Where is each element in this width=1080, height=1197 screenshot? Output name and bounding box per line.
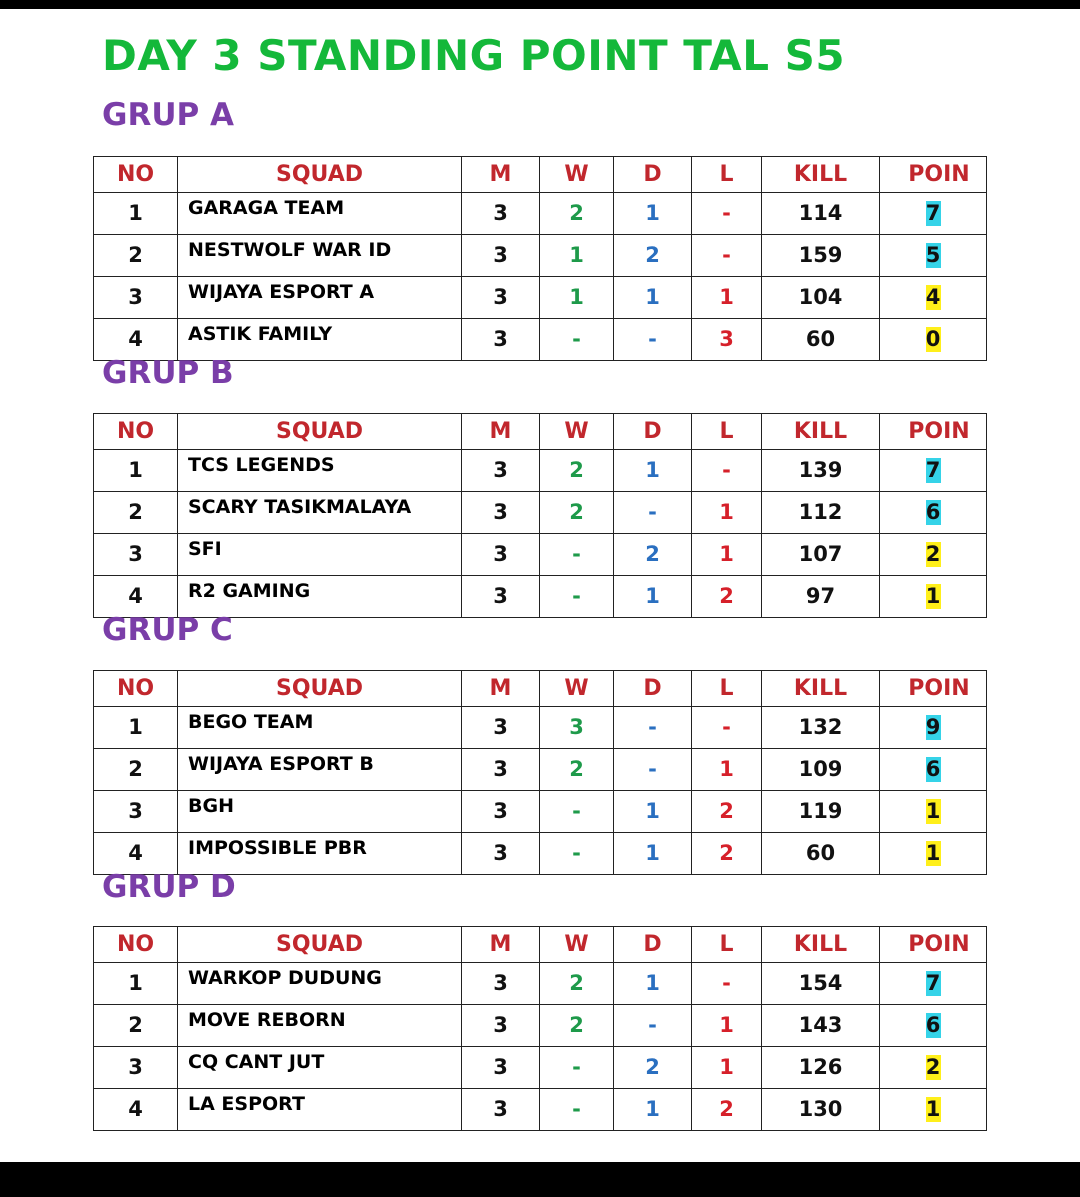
w-cell: - [540,833,614,875]
l-cell: 2 [692,791,762,833]
kill-cell: 114 [762,193,880,235]
table-header-row [94,671,987,707]
header-d: D [614,671,692,707]
w-cell: 1 [540,277,614,319]
header-kill: KILL [762,927,880,963]
m-cell: 3 [462,277,540,319]
table-row [94,492,987,534]
kill-cell: 139 [762,450,880,492]
poin-value: 0 [925,327,941,351]
l-cell: 1 [692,749,762,791]
kill-cell: 60 [762,319,880,361]
header-m: M [462,671,540,707]
squad-cell: NESTWOLF WAR ID [178,235,462,277]
poin-cell [880,1005,987,1047]
d-cell: - [614,1005,692,1047]
squad-cell: CQ CANT JUT [178,1047,462,1089]
poin-value: 2 [925,542,941,566]
no-cell: 2 [94,235,178,277]
kill-cell: 109 [762,749,880,791]
standings-table [93,926,987,1131]
table-row [94,963,987,1005]
kill-cell: 159 [762,235,880,277]
table-header-row [94,927,987,963]
kill-cell: 107 [762,534,880,576]
no-cell: 4 [94,319,178,361]
l-cell: - [692,707,762,749]
m-cell: 3 [462,749,540,791]
header-l: L [692,414,762,450]
poin-value: 6 [925,1013,941,1037]
squad-cell: SFI [178,534,462,576]
poin-value: 9 [925,715,941,739]
table-row [94,193,987,235]
m-cell: 3 [462,707,540,749]
header-no: NO [94,927,178,963]
kill-cell: 60 [762,833,880,875]
table-row [94,450,987,492]
poin-cell [880,707,987,749]
l-cell: 1 [692,1047,762,1089]
kill-cell: 154 [762,963,880,1005]
kill-cell: 143 [762,1005,880,1047]
d-cell: 1 [614,1089,692,1131]
group-label: GRUP B [102,355,234,391]
no-cell: 4 [94,1089,178,1131]
poin-value: 1 [925,584,941,608]
page-title: DAY 3 STANDING POINT TAL S5 [102,31,846,80]
d-cell: 1 [614,791,692,833]
table-row [94,749,987,791]
l-cell: - [692,193,762,235]
group-label: GRUP D [102,869,236,905]
poin-value: 7 [925,201,941,225]
table-row [94,277,987,319]
no-cell: 1 [94,707,178,749]
d-cell: - [614,319,692,361]
poin-value: 7 [925,458,941,482]
kill-cell: 112 [762,492,880,534]
poin-cell [880,492,987,534]
squad-cell: WIJAYA ESPORT A [178,277,462,319]
d-cell: - [614,749,692,791]
header-kill: KILL [762,157,880,193]
m-cell: 3 [462,791,540,833]
no-cell: 2 [94,749,178,791]
l-cell: 2 [692,1089,762,1131]
header-squad: SQUAD [178,927,462,963]
w-cell: 2 [540,193,614,235]
table-row [94,235,987,277]
m-cell: 3 [462,963,540,1005]
header-w: W [540,671,614,707]
kill-cell: 97 [762,576,880,618]
no-cell: 3 [94,791,178,833]
poin-cell [880,749,987,791]
group-label: GRUP C [102,612,233,648]
table-row [94,1089,987,1131]
group-label: GRUP A [102,97,234,133]
poin-value: 4 [925,285,941,309]
poin-cell [880,791,987,833]
m-cell: 3 [462,319,540,361]
w-cell: - [540,319,614,361]
w-cell: 3 [540,707,614,749]
poin-cell [880,193,987,235]
squad-cell: BEGO TEAM [178,707,462,749]
table-header-row [94,157,987,193]
poin-cell [880,450,987,492]
m-cell: 3 [462,193,540,235]
poin-value: 2 [925,1055,941,1079]
kill-cell: 132 [762,707,880,749]
squad-cell: LA ESPORT [178,1089,462,1131]
l-cell: 1 [692,534,762,576]
w-cell: - [540,1089,614,1131]
poin-cell [880,277,987,319]
poin-cell [880,319,987,361]
w-cell: - [540,1047,614,1089]
no-cell: 1 [94,450,178,492]
l-cell: - [692,235,762,277]
header-w: W [540,414,614,450]
poin-cell [880,833,987,875]
l-cell: 3 [692,319,762,361]
header-m: M [462,414,540,450]
poin-cell [880,235,987,277]
squad-cell: ASTIK FAMILY [178,319,462,361]
header-l: L [692,157,762,193]
w-cell: - [540,791,614,833]
l-cell: 1 [692,492,762,534]
header-poin: POIN [880,414,987,450]
poin-cell [880,534,987,576]
poin-cell [880,1089,987,1131]
w-cell: - [540,534,614,576]
m-cell: 3 [462,833,540,875]
m-cell: 3 [462,450,540,492]
d-cell: 1 [614,833,692,875]
m-cell: 3 [462,534,540,576]
squad-cell: MOVE REBORN [178,1005,462,1047]
l-cell: - [692,450,762,492]
squad-cell: GARAGA TEAM [178,193,462,235]
squad-cell: R2 GAMING [178,576,462,618]
m-cell: 3 [462,492,540,534]
poin-value: 6 [925,757,941,781]
poin-value: 1 [925,799,941,823]
header-squad: SQUAD [178,671,462,707]
w-cell: - [540,576,614,618]
d-cell: 1 [614,277,692,319]
table-row [94,791,987,833]
d-cell: 1 [614,576,692,618]
l-cell: 1 [692,277,762,319]
poin-value: 1 [925,1097,941,1121]
header-no: NO [94,414,178,450]
d-cell: 1 [614,193,692,235]
header-d: D [614,157,692,193]
poin-cell [880,1047,987,1089]
header-d: D [614,927,692,963]
w-cell: 2 [540,1005,614,1047]
header-kill: KILL [762,414,880,450]
d-cell: 2 [614,534,692,576]
no-cell: 3 [94,1047,178,1089]
poin-value: 7 [925,971,941,995]
no-cell: 3 [94,277,178,319]
d-cell: - [614,492,692,534]
poin-value: 5 [925,243,941,267]
table-header-row [94,414,987,450]
no-cell: 1 [94,963,178,1005]
header-squad: SQUAD [178,157,462,193]
header-w: W [540,927,614,963]
m-cell: 3 [462,576,540,618]
header-kill: KILL [762,671,880,707]
no-cell: 1 [94,193,178,235]
header-m: M [462,157,540,193]
poin-cell [880,963,987,1005]
w-cell: 2 [540,749,614,791]
m-cell: 3 [462,235,540,277]
header-no: NO [94,157,178,193]
poin-value: 6 [925,500,941,524]
header-w: W [540,157,614,193]
no-cell: 4 [94,833,178,875]
header-l: L [692,927,762,963]
squad-cell: TCS LEGENDS [178,450,462,492]
d-cell: 2 [614,1047,692,1089]
squad-cell: WIJAYA ESPORT B [178,749,462,791]
table-row [94,1005,987,1047]
header-no: NO [94,671,178,707]
squad-cell: BGH [178,791,462,833]
l-cell: 1 [692,1005,762,1047]
squad-cell: WARKOP DUDUNG [178,963,462,1005]
header-poin: POIN [880,671,987,707]
d-cell: 1 [614,450,692,492]
w-cell: 1 [540,235,614,277]
no-cell: 2 [94,492,178,534]
kill-cell: 104 [762,277,880,319]
table-row [94,534,987,576]
m-cell: 3 [462,1047,540,1089]
table-row [94,1047,987,1089]
kill-cell: 126 [762,1047,880,1089]
standings-table [93,670,987,875]
d-cell: 2 [614,235,692,277]
w-cell: 2 [540,963,614,1005]
d-cell: - [614,707,692,749]
no-cell: 3 [94,534,178,576]
squad-cell: SCARY TASIKMALAYA [178,492,462,534]
header-l: L [692,671,762,707]
l-cell: - [692,963,762,1005]
standings-table [93,413,987,618]
l-cell: 2 [692,576,762,618]
w-cell: 2 [540,492,614,534]
header-d: D [614,414,692,450]
kill-cell: 119 [762,791,880,833]
m-cell: 3 [462,1005,540,1047]
table-row [94,707,987,749]
standings-table [93,156,987,361]
header-poin: POIN [880,157,987,193]
d-cell: 1 [614,963,692,1005]
poin-value: 1 [925,841,941,865]
squad-cell: IMPOSSIBLE PBR [178,833,462,875]
header-m: M [462,927,540,963]
header-poin: POIN [880,927,987,963]
no-cell: 4 [94,576,178,618]
w-cell: 2 [540,450,614,492]
poin-cell [880,576,987,618]
kill-cell: 130 [762,1089,880,1131]
l-cell: 2 [692,833,762,875]
header-squad: SQUAD [178,414,462,450]
standings-sheet [0,9,1080,1162]
no-cell: 2 [94,1005,178,1047]
m-cell: 3 [462,1089,540,1131]
